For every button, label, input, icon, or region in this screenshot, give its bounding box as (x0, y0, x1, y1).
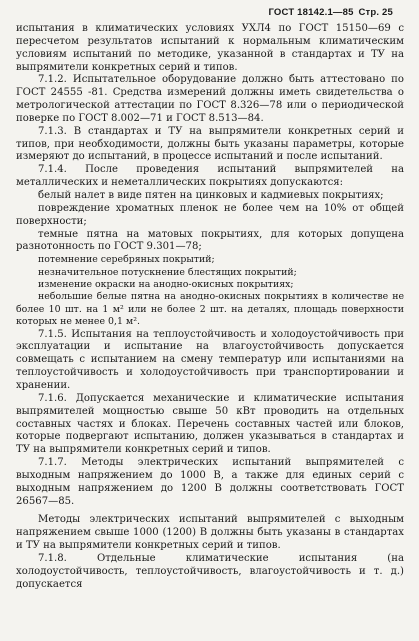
list-item: потемнение серебряных покрытий; (38, 254, 215, 266)
page-header (266, 7, 393, 18)
paragraph-7-1-7: 7.1.7. Методы электрических испытаний выпрямителей с выходным напряжением до 1000 В, а также для единых серий с выходным напряжением до 1200 В должны соответствовать ГОСТ 26567—85. (16, 457, 404, 507)
list-item: небольшие белые пятна на анодно-окисных покрытиях в количестве не более 10 шт. на 1 м² или не более 2 шт. на деталях, площадь поверхности которых не менее 0,1 м². (16, 291, 404, 328)
page-number: Стр. 25 (358, 7, 393, 18)
list-item: белый налет в виде пятен на цинковых и кадмиевых покрытиях; (38, 189, 384, 201)
list-item: незначительное потускнение блестящих покрытий; (38, 266, 297, 278)
document-body (16, 23, 404, 592)
paragraph-7-1-8: 7.1.8. Отдельные климатические испытания (на холодоустойчивость, теплоустойчивость, влагоустойчивость и т. д.) допускается (16, 552, 404, 590)
list-item: изменение окраски на анодно-окисных покрытиях; (38, 279, 294, 290)
paragraph-7-1-2: 7.1.2. Испытательное оборудование должно быть аттестовано по ГОСТ 24555 -81. Средства измерений должны иметь свидетельства о метрологической аттестации по ГОСТ 8.326—78 или о периодической поверке по ГОСТ 8.002—71 и ГОСТ 8.513—84. (16, 74, 404, 124)
paragraph-7-1-4: 7.1.4. После проведения испытаний выпрямителей на металлических и неметаллических покрытиях допускаются: (16, 164, 404, 189)
standard-number: ГОСТ 18142.1—85 (268, 7, 354, 18)
list-item: повреждение хроматных пленок не более чем на 10% от общей поверхности; (16, 202, 404, 227)
paragraph-7-1-7-continued: Методы электрических испытаний выпрямителей с выходным напряжением свыше 1000 (1200) В должны быть указаны в стандартах и ТУ на выпрямители конкретных серий и типов. (16, 514, 404, 552)
paragraph-continuation: испытания в климатических условиях УХЛ4 по ГОСТ 15150—69 с пересчетом результатов испытаний к нормальным климатическим условиям испытаний по методике, указанной в стандартах и ТУ на выпрямители конкретных серий и типов. (16, 23, 404, 73)
paragraph-7-1-3: 7.1.3. В стандартах и ТУ на выпрямители конкретных серий и типов, при необходимости, должны быть указаны параметры, которые измеряют до испытаний, в процессе испытаний и после испытаний. (16, 125, 404, 163)
list-item: темные пятна на матовых покрытиях, для которых допущена разнотонность по ГОСТ 9.301—78; (16, 228, 404, 253)
paragraph-7-1-5: 7.1.5. Испытания на теплоустойчивость и холодоустойчивость при эксплуатации и испытание на влагоустойчивость допускается совмещать с испытанием на смену температур или испытаниями на теплоустойчивость и холодоустойчивость при транспортировании и хранении. (16, 328, 404, 391)
paragraph-7-1-6: 7.1.6. Допускается механические и климатические испытания выпрямителей мощностью свыше 50 кВт проводить на отдельных составных частях и блоках. Перечень составных частей или блоков, которые подвергают испытанию, должен указываться в стандартах и ТУ на выпрямители конкретных серий и типов. (16, 392, 404, 456)
